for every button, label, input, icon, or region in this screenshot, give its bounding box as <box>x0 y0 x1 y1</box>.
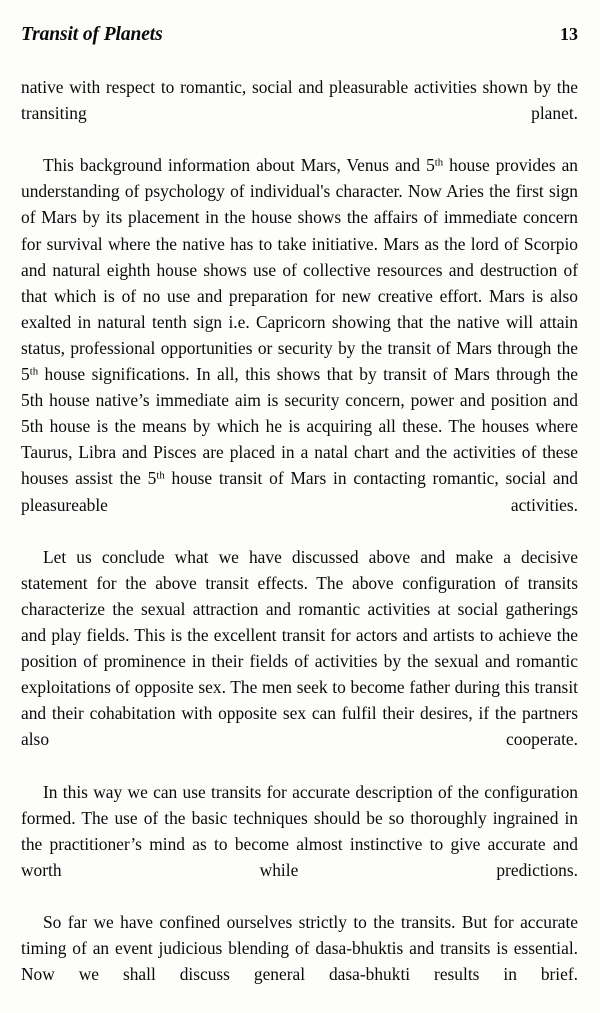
body-text-block <box>21 74 578 1013</box>
paragraph-so-far: So far we have confined ourselves strictly to the transits. But for accurate timing of an event judicious blending of dasa-bhuktis and transits is essential. Now we shall discuss general dasa-bhukti results in brief. <box>21 912 578 985</box>
paragraph-continuation: native with respect to romantic, social and pleasurable activities shown by the transiting planet. <box>21 77 578 124</box>
paragraph-let-us-conclude: Let us conclude what we have discussed above and make a decisive statement for the above transit effects. The above configuration of transits characterize the sexual attraction and romantic activities at social gatherings and play fields. This is the excellent transit for actors and artists to achieve the position of prominence in their fields of activities by the sexual and romantic exploitations of opposite sex. The men seek to become father during this transit and their cohabitation with opposite sex can fulfil their desires, if the partners also cooperate. <box>21 546 578 750</box>
page-number: 13 <box>560 24 578 44</box>
paragraph-segment-text: house significations. In all, this shows that by transit of Mars through the 5th house native’s immediate aim is security concern, power and position and 5th house is the means by which he is acquiring all these. The houses where Taurus, Libra and Pisces are placed in a natal chart and the activities of these houses assist the 5 <box>21 364 578 489</box>
paragraph-segment-text: This background information about Mars, Venus and 5 <box>43 155 435 176</box>
running-head-title: Transit of Planets <box>21 24 163 45</box>
paragraph-segment-text: house provides an understanding of psychology of individual's character. Now Aries the first sign of Mars by its placement in the house shows the affairs of immediate concern for survival where the native has to take initiative. Mars as the lord of Scorpio and natural eighth house shows use of collective resources and destruction of that which is of no use and preparation for new creative effort. Mars is also exalted in natural tenth sign i.e. Capricorn showing that the native will attain status, professional opportunities or security by the transit of Mars through the 5 <box>21 155 578 385</box>
paragraph-background-information <box>21 152 578 543</box>
superscript-ordinal: th <box>156 469 165 482</box>
superscript-ordinal: th <box>29 365 39 378</box>
running-head <box>21 24 578 50</box>
paragraph-in-this-way: In this way we can use transits for accurate description of the configuration formed. The use of the basic techniques should be so thoroughly ingrained in the practitioner’s mind as to become almost instinctive to give accurate and worth while predictions. <box>21 781 578 880</box>
superscript-ordinal: th <box>434 156 444 169</box>
paragraph-segment-text: house transit of Mars in contacting romantic, social and pleasureable activities. <box>21 468 578 515</box>
